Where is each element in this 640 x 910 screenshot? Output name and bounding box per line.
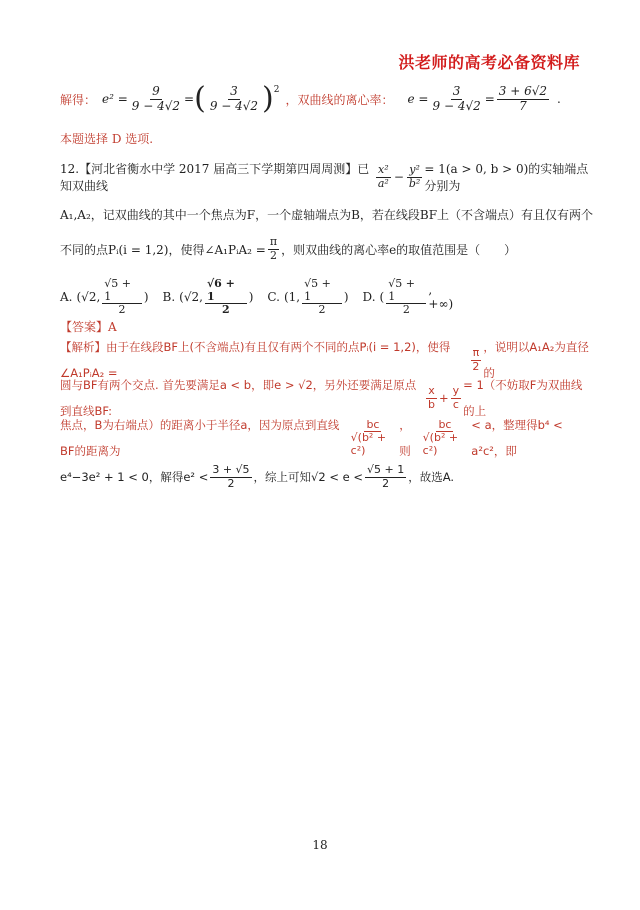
question-line-1: 12.【河北省衡水中学 2017 届高三下学期第四周周测】已知双曲线 $\frac{\text{x²}}{\text{a²}}$ − $\frac{\text{y²}}{\text{b²}}$ = 1(a > 0, b > 0)的实轴端点分别为	[60, 160, 600, 194]
page-number: 18	[312, 838, 328, 852]
question-line3-prefix: 不同的点Pᵢ(i = 1,2)，使得∠A₁PᵢA₂ =	[60, 242, 266, 257]
fraction-4: $\frac{3 + 6√2}{7}$	[498, 83, 548, 113]
question-prefix: 12.【河北省衡水中学 2017 届高三下学期第四周周测】已知双曲线	[60, 162, 370, 193]
options-row	[60, 278, 460, 317]
choose-line: 本题选择 D 选项.	[60, 132, 154, 146]
analysis-line-4: e⁴−3e² + 1 < 0，解得e² < $\frac{3 + √5}{2}$ ，综上可知√2 < e < $\frac{√5 + 1}{2}$ ，故选A.	[60, 463, 455, 490]
e-eq: e =	[407, 92, 429, 106]
question-line-3	[60, 236, 600, 262]
tail-dot: .	[557, 92, 561, 106]
analysis-line-1: 【解析】由于在线段BF上(不含端点)有且仅有两个不同的点Pᵢ(i = 1,2)，使得∠A₁PᵢA₂ = $\frac{\pi}{2}$ ，说明以A₁A₂为直径的	[60, 340, 589, 380]
question-line-2: A₁,A₂，记双曲线的其中一个焦点为F，一个虚轴端点为B，若在线段BF上（不含端点）有且仅有两个	[60, 208, 594, 222]
equals: =	[184, 92, 195, 106]
pi-over-2: $\frac{\pi}{2}$	[269, 235, 278, 262]
hyperbola-y-frac: $\frac{\text{y²}}{\text{b²}}$	[408, 162, 421, 190]
question-suffix: = 1(a > 0, b > 0)的实轴端点分别为	[424, 162, 589, 193]
fraction-1: $\frac{9}{9 - 4√2}$	[131, 83, 181, 113]
paren-right: )	[262, 81, 274, 116]
option-c[interactable]: C. (1, $\frac{√5 + 1}{2}$ )	[267, 277, 349, 317]
option-d[interactable]: D. ( $\frac{√5 + 1}{2}$ , +∞)	[362, 277, 454, 317]
exponent: 2	[273, 85, 280, 95]
analysis-line-2: 圆与BF有两个交点. 首先要满足a < b，即e > √2，另外还要满足原点到直线BF: $\frac{x}{b}$ + $\frac{y}{c}$ = 1（不妨取F为双曲线的上	[60, 378, 583, 418]
solution-line	[60, 81, 600, 116]
answer-line: 【答案】A	[60, 320, 117, 334]
question-line3-suffix: ，则双曲线的离心率e的取值范围是（ ）	[281, 242, 517, 257]
e-squared: e² =	[102, 92, 128, 106]
fraction-2: $\frac{3}{9 - 4√2}$	[209, 83, 259, 113]
analysis-line-3: 焦点，B为右端点）的距离小于半径a，因为原点到直线BF的距离为 $\frac{bc}{\text{√(b² + c²)}}$ ，则 $\frac{bc}{\text{√(b² + c²)}}$ < a，整理得b⁴ < a²c²，即	[60, 417, 563, 458]
hyperbola-x-frac: $\frac{\text{x²}}{\text{a²}}$	[377, 162, 389, 190]
equals-2: =	[484, 92, 495, 106]
solution-prefix: 解得：	[60, 92, 97, 107]
option-a[interactable]: A. (√2, $\frac{√5 + 1}{2}$ )	[60, 277, 149, 317]
option-b[interactable]: B. (√2, $\frac{√6 + 1}{2}$ )	[162, 277, 254, 317]
fraction-3: $\frac{3}{9 - 4√2}$	[432, 83, 481, 113]
brand-header: 洪老师的高考必备资料库	[398, 53, 580, 72]
paren-left: (	[194, 81, 206, 116]
mid-text: ，双曲线的离心率：	[285, 92, 394, 107]
